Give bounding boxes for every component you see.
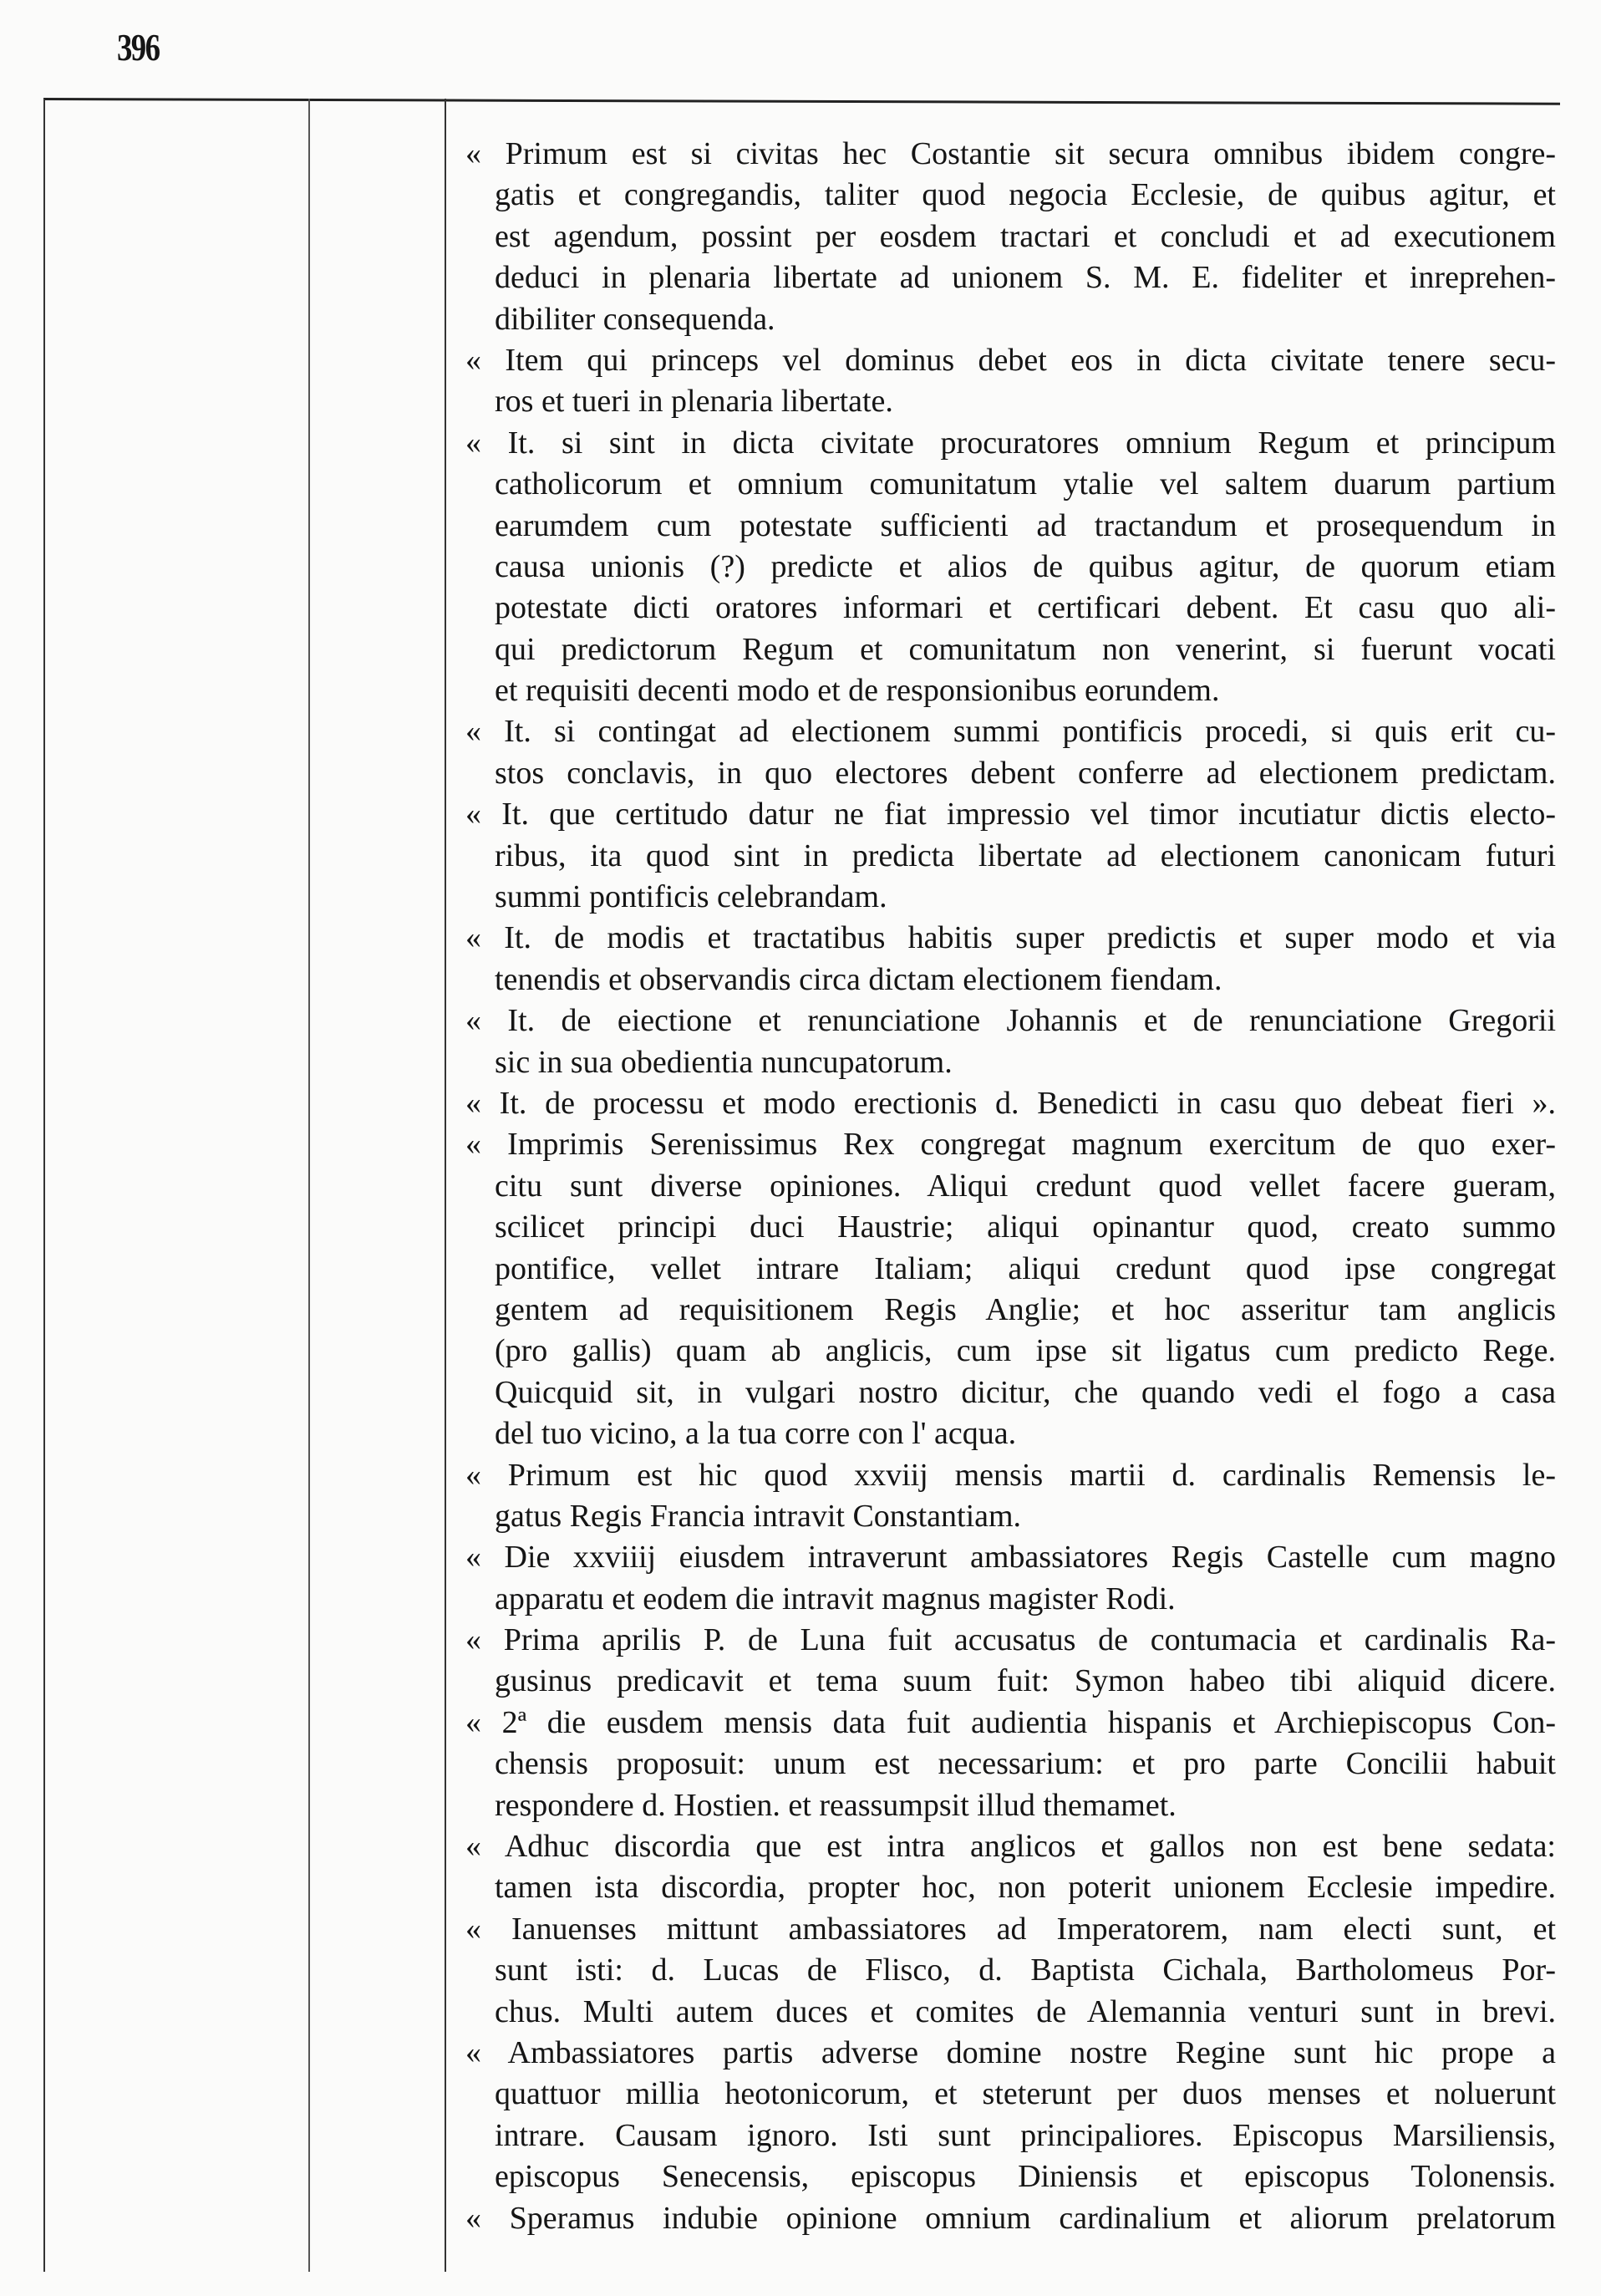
text-line: qui predictorum Regum et comunitatum non venerint, si fuerunt vocati (495, 631, 1556, 667)
text-line: « It. de modis et tractatibus habitis super predictis et super modo et via (465, 920, 1556, 956)
paragraph (465, 794, 1556, 918)
paragraph (465, 134, 1556, 340)
text-line: sunt isti: d. Lucas de Flisco, d. Baptista Cichala, Bartholomeus Por- (495, 1952, 1556, 1988)
text-line: ribus, ita quod sint in predicta libertate ad electionem canonicam futuri (495, 837, 1556, 873)
paragraph (465, 1909, 1556, 2033)
body-text (465, 134, 1556, 2239)
text-line: « Prima aprilis P. de Luna fuit accusatus de contumacia et cardinalis Ra- (465, 1622, 1556, 1658)
text-line: « It. de processu et modo erectionis d. Benedicti in casu quo debeat fieri ». (465, 1085, 1556, 1121)
text-line: causa unionis (?) predicte et alios de quibus agitur, de quorum etiam (495, 548, 1556, 584)
text-line: « It. de eiectione et renunciatione Johannis et de renunciatione Gregorii (465, 1003, 1556, 1039)
paragraph (465, 340, 1556, 423)
paragraph (465, 423, 1556, 712)
text-line: earumdem cum potestate sufficienti ad tractandum et prosequendum in (495, 507, 1556, 543)
text-line: chus. Multi autem duces et comites de Alemannia venturi sunt in brevi. (495, 1993, 1556, 2029)
paragraph (465, 918, 1556, 1000)
text-line: citu sunt diverse opiniones. Aliqui credunt quod vellet facere gueram, (495, 1168, 1556, 1204)
text-line: est agendum, possint per eosdem tractari et concludi et ad executionem (495, 218, 1556, 254)
text-line: ros et tueri in plenaria libertate. (495, 384, 893, 420)
margin-rule-left (43, 99, 45, 2272)
paragraph (465, 1537, 1556, 1620)
paragraph (465, 1083, 1556, 1124)
text-line: deduci in plenaria libertate ad unionem S. M. E. fideliter et inreprehen- (495, 260, 1556, 296)
text-line: Quicquid sit, in vulgari nostro dicitur, che quando vedi el fogo a casa (495, 1374, 1556, 1410)
paragraph (465, 711, 1556, 794)
text-line: apparatu et eodem die intravit magnus magister Rodi. (495, 1581, 1176, 1616)
text-line: episcopus Senecensis, episcopus Diniensis et episcopus Tolonensis. (495, 2159, 1556, 2195)
text-line: (pro gallis) quam ab anglicis, cum ipse sit ligatus cum predicto Rege. (495, 1333, 1556, 1369)
paragraph (465, 1703, 1556, 1826)
text-line: et requisiti decenti modo et de responsionibus eorundem. (495, 673, 1220, 709)
text-line: « It. si sint in dicta civitate procuratores omnium Regum et principum (465, 425, 1556, 461)
text-line: del tuo vicino, a la tua corre con l' acqua. (495, 1416, 1017, 1452)
text-line: « Imprimis Serenissimus Rex congregat magnum exercitum de quo exer- (465, 1127, 1556, 1163)
paragraph (465, 2198, 1556, 2239)
text-line: gentem ad requisitionem Regis Anglie; et hoc asseritur tam anglicis (495, 1291, 1556, 1327)
text-line: « Die xxviiij eiusdem intraverunt ambassiatores Regis Castelle cum magno (465, 1540, 1556, 1576)
paragraph (465, 1620, 1556, 1703)
text-line: « 2ª die eusdem mensis data fuit audientia hispanis et Archiepiscopus Con- (465, 1704, 1556, 1740)
text-line: « Ambassiatores partis adverse domine nostre Regine sunt hic prope a (465, 2034, 1556, 2070)
text-line: catholicorum et omnium comunitatum ytalie vel saltem duarum partium (495, 466, 1556, 502)
text-line: « Primum est si civitas hec Costantie sit secura omnibus ibidem congre- (465, 136, 1556, 171)
text-line: scilicet principi duci Haustrie; aliqui opinantur quod, creato summo (495, 1209, 1556, 1245)
text-line: gatus Regis Francia intravit Constantiam. (495, 1498, 1022, 1534)
margin-rule-middle (308, 99, 310, 2272)
margin-rule-text (445, 99, 446, 2272)
text-line: potestate dicti oratores informari et certificari debent. Et casu quo ali- (495, 590, 1556, 626)
text-line: tamen ista discordia, propter hoc, non poterit unionem Ecclesie impedire. (495, 1870, 1556, 1906)
paragraph (465, 1826, 1556, 1909)
text-line: chensis proposuit: unum est necessarium: et pro parte Concilii habuit (495, 1746, 1556, 1782)
text-line: « Primum est hic quod xxviij mensis martii d. cardinalis Remensis le- (465, 1457, 1556, 1493)
text-line: « Item qui princeps vel dominus debet eos in dicta civitate tenere secu- (465, 342, 1556, 378)
text-line: « Adhuc discordia que est intra anglicos et gallos non est bene sedata: (465, 1829, 1556, 1865)
text-line: « It. si contingat ad electionem summi pontificis procedi, si quis erit cu- (465, 714, 1556, 750)
text-line: sic in sua obedientia nuncupatorum. (495, 1044, 953, 1080)
header-rule (43, 98, 1560, 105)
text-line: « Speramus indubie opinione omnium cardinalium et aliorum prelatorum (465, 2200, 1556, 2236)
paragraph (465, 1455, 1556, 1538)
text-line: « Ianuenses mittunt ambassiatores ad Imperatorem, nam electi sunt, et (465, 1911, 1556, 1947)
text-line: respondere d. Hostien. et reassumpsit illud themamet. (495, 1787, 1177, 1823)
paragraph (465, 2033, 1556, 2198)
text-line: summi pontificis celebrandam. (495, 879, 887, 915)
text-line: quattuor millia heotonicorum, et steterunt per duos menses et noluerunt (495, 2076, 1556, 2112)
text-line: dibiliter consequenda. (495, 301, 775, 337)
text-line: pontifice, vellet intrare Italiam; aliqui credunt quod ipse congregat (495, 1250, 1556, 1286)
text-line: gatis et congregandis, taliter quod negocia Ecclesie, de quibus agitur, et (495, 177, 1556, 213)
page-number: 396 (117, 26, 160, 69)
text-line: intrare. Causam ignoro. Isti sunt principaliores. Episcopus Marsiliensis, (495, 2117, 1556, 2153)
text-line: stos conclavis, in quo electores debent conferre ad electionem predictam. (495, 755, 1556, 791)
paragraph (465, 1124, 1556, 1454)
text-line: gusinus predicavit et tema suum fuit: Symon habeo tibi aliquid dicere. (495, 1663, 1556, 1699)
paragraph (465, 1000, 1556, 1083)
text-line: tenendis et observandis circa dictam electionem fiendam. (495, 961, 1222, 997)
text-line: « It. que certitudo datur ne fiat impressio vel timor incutiatur dictis electo- (465, 797, 1556, 832)
